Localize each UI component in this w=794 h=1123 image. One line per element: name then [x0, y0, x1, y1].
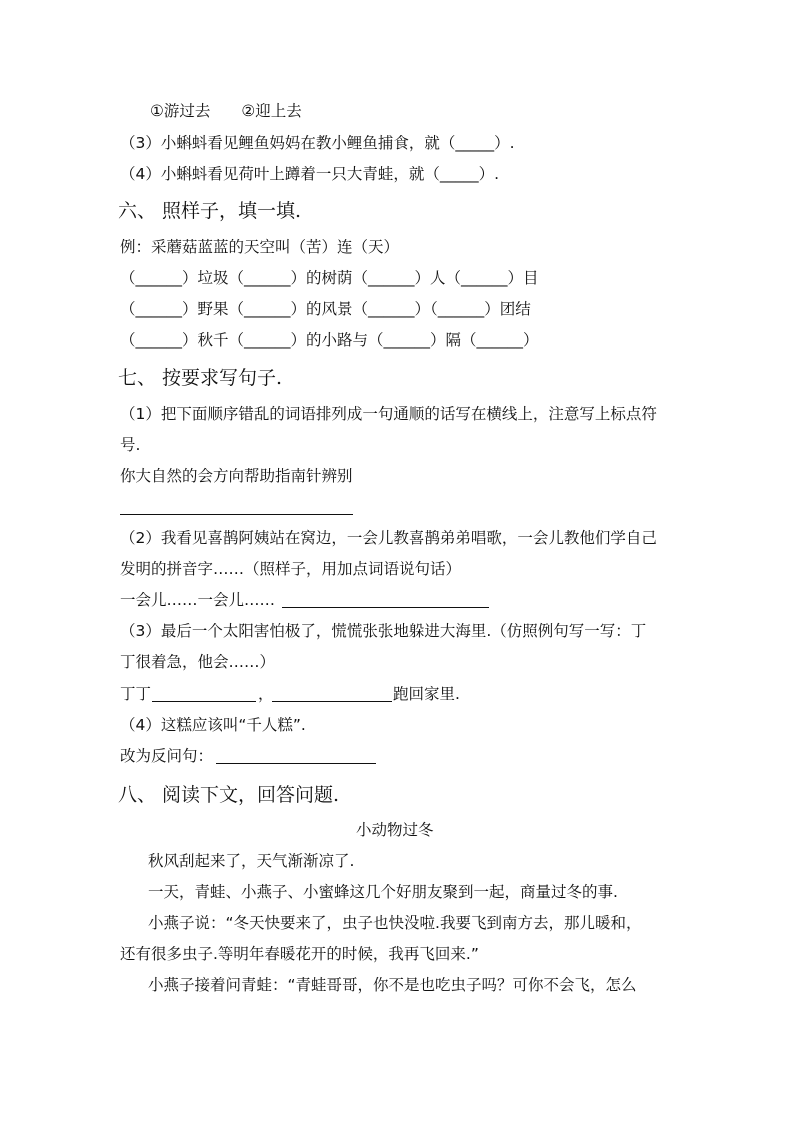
question-3: （3）小蝌蚪看见鲤鱼妈妈在教小鲤鱼捕食，就（_____）. [120, 134, 515, 152]
passage-paragraph-4: 小燕子接着问青蛙：“青蛙哥哥，你不是也吃虫子吗？可你不会飞，怎么 [148, 976, 637, 994]
section-heading-8: 八、 阅读下文，回答问题. [118, 784, 340, 806]
task-3-comma: ， [258, 685, 274, 703]
task-4-line: （4）这糕应该叫“千人糕”. [120, 716, 306, 734]
answer-line-3a[interactable] [152, 701, 256, 702]
section-heading-7: 七、 按要求写句子. [118, 367, 283, 389]
fill-row-3: （______）秋千（______）的小路与（______）隔（______） [120, 331, 539, 349]
answer-line-1[interactable] [120, 514, 353, 515]
fill-row-2: （______）野果（______）的风景（______）（______）团结 [120, 300, 531, 318]
passage-paragraph-3-line-1: 小燕子说：“冬天快要来了，虫子也快没啦.我要飞到南方去，那儿暖和， [148, 914, 642, 932]
task-3-prompt-start: 丁丁 [120, 685, 152, 703]
task-2-prompt: 一会儿……一会儿…… [120, 591, 276, 609]
answer-options: ①游过去 ②迎上去 [150, 102, 302, 120]
task-3-line-2: 丁很着急，他会……） [120, 653, 276, 671]
task-4-prompt: 改为反问句： [120, 747, 214, 765]
answer-line-4[interactable] [216, 763, 376, 764]
task-2-line-2: 发明的拼音字……（照样子，用加点词语说句话） [120, 560, 462, 578]
task-1-line-1: （1）把下面顺序错乱的词语排列成一句通顺的话写在横线上，注意写上标点符 [120, 405, 657, 423]
fill-row-1: （______）垃圾（______）的树荫（______）人（______）目 [120, 269, 539, 287]
task-2-line-1: （2）我看见喜鹊阿姨站在窝边，一会儿教喜鹊弟弟唱歌，一会儿教他们学自己 [120, 529, 657, 547]
example-line: 例：采蘑菇蓝蓝的天空叫（苦）连（天） [120, 238, 400, 256]
question-4: （4）小蝌蚪看见荷叶上蹲着一只大青蛙，就（_____）. [120, 165, 500, 183]
answer-line-2[interactable] [282, 607, 489, 608]
passage-paragraph-1: 秋风刮起来了，天气渐渐凉了. [148, 852, 355, 870]
scrambled-words: 你大自然的会方向帮助指南针辨别 [120, 467, 353, 485]
task-3-line-1: （3）最后一个太阳害怕极了，慌慌张张地躲进大海里.（仿照例句写一写：丁 [120, 622, 647, 640]
section-heading-6: 六、 照样子，填一填. [118, 200, 302, 222]
passage-title: 小动物过冬 [356, 821, 434, 839]
passage-paragraph-3-line-2: 还有很多虫子.等明年春暖花开的时候，我再飞回来.” [120, 945, 479, 963]
answer-line-3b[interactable] [272, 701, 392, 702]
task-1-line-2: 号. [120, 436, 141, 454]
passage-paragraph-2: 一天，青蛙、小燕子、小蜜蜂这几个好朋友聚到一起，商量过冬的事. [148, 883, 618, 901]
task-3-prompt-end: 跑回家里. [393, 685, 460, 703]
